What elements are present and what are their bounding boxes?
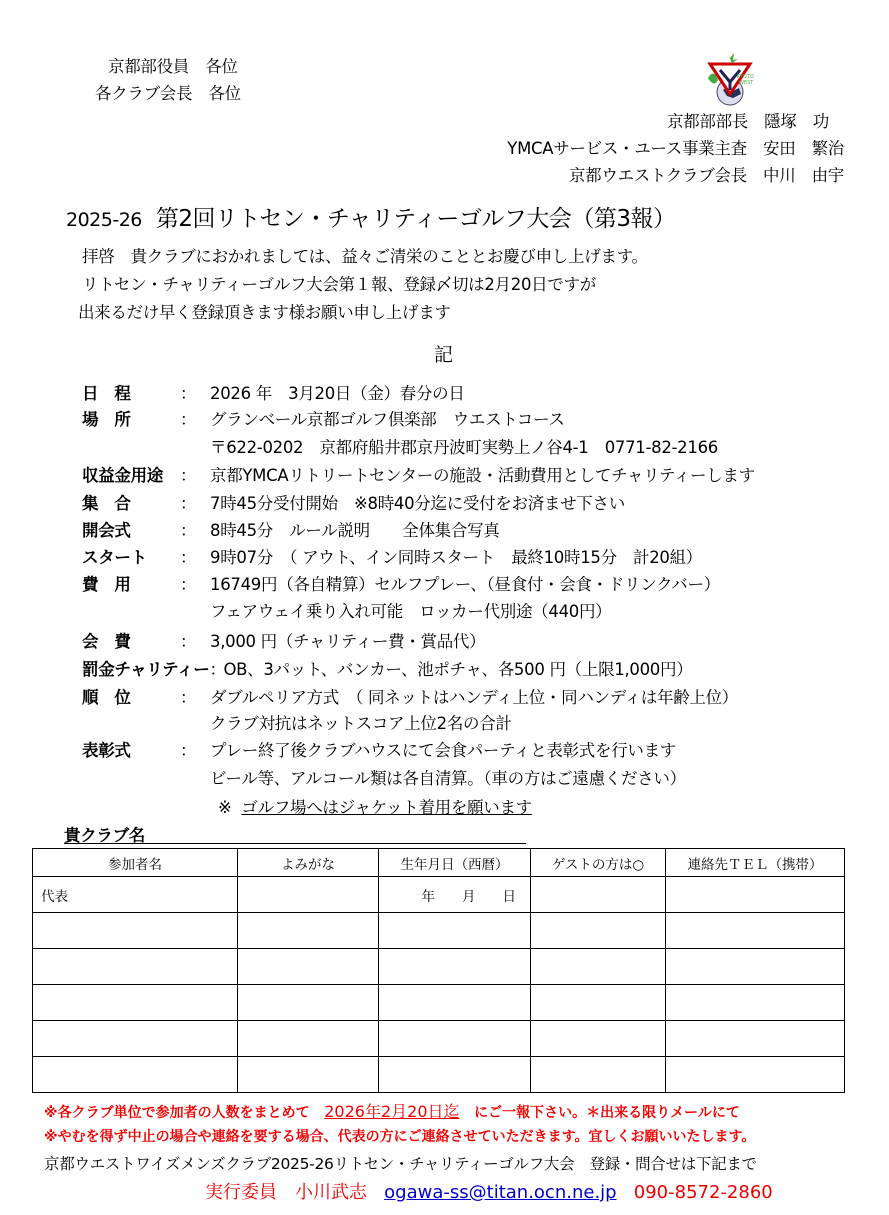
detail-row <box>82 517 500 541</box>
detail-value: 16749円（各自精算）セルフプレー、（昼食付・会食・ドリンクバー） <box>210 575 720 594</box>
colon: ： <box>180 384 197 403</box>
detail-value: ダブルペリア方式 （ 同ネットはハンディ上位・同ハンディは年齢上位） <box>210 688 738 707</box>
document-title <box>66 200 675 233</box>
table-cell[interactable] <box>33 1057 238 1093</box>
detail-label: 場 所 <box>82 410 131 429</box>
colon: ： <box>209 660 226 679</box>
table-cell[interactable] <box>379 949 531 985</box>
table-cell[interactable] <box>531 949 666 985</box>
detail-continuation: ビール等、アルコール類は各自清算。（車の方はご遠慮ください） <box>210 769 686 788</box>
detail-continuation: クラブ対抗はネットスコア上位2名の合計 <box>210 714 512 733</box>
header-phone: 連絡先ＴＥＬ（携帯） <box>666 849 845 877</box>
table-row <box>33 913 845 949</box>
contact-line <box>205 1178 773 1204</box>
detail-value: 2026 年 3月20日（金）春分の日 <box>210 384 465 403</box>
table-row <box>33 949 845 985</box>
sender-3: 京都ウエストクラブ会長 中川 由宇 <box>568 166 844 185</box>
detail-row <box>82 684 738 708</box>
detail-label: 日 程 <box>82 384 131 403</box>
note-text: ※各クラブ単位で参加者の人数をまとめて <box>44 1105 310 1121</box>
note-line-2: ※やむを得ず中止の場合や連絡を要する場合、代表の方にご連絡させていただきます。宜しくお願いいたします。 <box>44 1129 756 1145</box>
detail-value: プレー終了後クラブハウスにて会食パーティと表彰式を行います <box>210 741 677 760</box>
table-cell[interactable] <box>666 1021 845 1057</box>
table-row <box>33 1021 845 1057</box>
detail-value: 京都YMCAリトリートセンターの施設・活動費用としてチャリティーします <box>210 466 755 485</box>
header-name: 参加者名 <box>33 849 238 877</box>
detail-row <box>82 406 565 430</box>
detail-row <box>82 544 702 568</box>
table-cell[interactable] <box>33 949 238 985</box>
detail-row <box>82 656 692 680</box>
header-dob: 生年月日（西暦） <box>379 849 531 877</box>
detail-row <box>82 737 677 761</box>
jacket-note-text: ゴルフ場へはジャケット着用を願います <box>241 798 532 817</box>
intro-line-2: リトセン・チャリティーゴルフ大会第１報、登録〆切は2月20日ですが <box>82 275 596 294</box>
cell-phone[interactable] <box>666 877 845 913</box>
contact-email-link[interactable]: ogawa-ss@titan.ocn.ne.jp <box>384 1182 617 1203</box>
detail-label: 会 費 <box>82 632 131 651</box>
colon: ： <box>180 410 197 429</box>
ki-heading: 記 <box>434 344 454 366</box>
detail-row <box>82 571 720 595</box>
detail-label: 集 合 <box>82 494 131 513</box>
colon: ： <box>180 494 197 513</box>
detail-row <box>82 628 486 652</box>
title-year: 2025-26 <box>66 209 142 231</box>
ymca-logo <box>705 50 755 108</box>
jacket-note <box>218 794 532 818</box>
table-cell[interactable] <box>666 949 845 985</box>
intro-line-3: 出来るだけ早く登録頂きます様お願い申し上げます <box>78 303 451 322</box>
table-cell[interactable] <box>33 1021 238 1057</box>
colon: ： <box>180 466 197 485</box>
addressee-1: 京都部役員 各位 <box>108 57 238 76</box>
table-cell[interactable] <box>379 1057 531 1093</box>
detail-value: グランベール京都ゴルフ倶楽部 ウエストコース <box>210 410 565 429</box>
table-cell[interactable] <box>379 1021 531 1057</box>
table-cell[interactable] <box>531 913 666 949</box>
contact-role: 実行委員 小川武志 <box>205 1182 367 1203</box>
table-cell[interactable] <box>379 985 531 1021</box>
table-cell[interactable] <box>33 913 238 949</box>
cell-reading[interactable] <box>238 877 379 913</box>
table-cell[interactable] <box>379 913 531 949</box>
note-mark: ※ <box>218 798 232 817</box>
sender-2: YMCAサービス・ユース事業主査 安田 繁治 <box>507 139 844 158</box>
detail-value: 8時45分 ルール説明 全体集合写真 <box>210 521 500 540</box>
colon: ： <box>180 575 197 594</box>
intro-line-1: 拝啓 貴クラブにおかれましては、益々ご清栄のこととお慶び申し上げます。 <box>82 247 648 266</box>
table-cell[interactable] <box>33 985 238 1021</box>
table-cell[interactable] <box>238 913 379 949</box>
colon: ： <box>180 521 197 540</box>
table-cell[interactable] <box>666 985 845 1021</box>
detail-label: 開会式 <box>82 521 131 540</box>
table-cell[interactable] <box>238 949 379 985</box>
detail-label: スタート <box>82 548 147 567</box>
detail-value: 3,000 円（チャリティー費・賞品代） <box>210 632 486 651</box>
cell-guest[interactable] <box>531 877 666 913</box>
note-text: にご一報下さい。＊出来る限りメールにて <box>474 1105 740 1121</box>
note-line-1 <box>44 1099 740 1122</box>
detail-value: 7時45分受付開始 ※8時40分迄に受付をお済ませ下さい <box>210 494 625 513</box>
table-cell[interactable] <box>531 1057 666 1093</box>
colon: ： <box>180 548 197 567</box>
detail-row <box>82 462 755 486</box>
svg-text:KYOTO: KYOTO <box>737 74 754 80</box>
table-cell[interactable] <box>238 1021 379 1057</box>
detail-label: 順 位 <box>82 688 131 707</box>
header-reading: よみがな <box>238 849 379 877</box>
detail-label: 費 用 <box>82 575 131 594</box>
svg-text:WEST: WEST <box>739 80 754 86</box>
table-cell[interactable] <box>531 985 666 1021</box>
detail-label: 表彰式 <box>82 741 131 760</box>
table-cell[interactable] <box>666 913 845 949</box>
cell-name[interactable]: 代表 <box>33 877 238 913</box>
table-cell[interactable] <box>238 985 379 1021</box>
detail-continuation: 〒622-0202 京都府船井郡京丹波町実勢上ノ谷4-1 0771-82-2166 <box>210 438 718 457</box>
club-name-label: 貴クラブ名 <box>64 826 146 845</box>
colon: ： <box>180 688 197 707</box>
detail-label: 罰金チャリティー <box>82 660 210 679</box>
cell-dob[interactable]: 年 月 日 <box>379 877 531 913</box>
deadline: 2026年2月20日迄 <box>324 1102 460 1121</box>
title-main: 第2回リトセン・チャリティーゴルフ大会（第3報） <box>155 206 676 232</box>
detail-value: 9時07分 （ アウト、イン同時スタート 最終10時15分 計20組） <box>210 548 702 567</box>
table-row <box>33 877 845 913</box>
registration-table <box>32 848 845 1093</box>
colon: ： <box>180 741 197 760</box>
detail-value: OB、3パット、バンカー、池ポチャ、各500 円（上限1,000円） <box>223 660 693 679</box>
table-row <box>33 985 845 1021</box>
detail-label: 収益金用途 <box>82 466 164 485</box>
club-name-field[interactable] <box>64 822 526 844</box>
colon: ： <box>180 632 197 651</box>
table-cell[interactable] <box>666 1057 845 1093</box>
header-guest: ゲストの方は○ <box>531 849 666 877</box>
table-cell[interactable] <box>238 1057 379 1093</box>
table-header-row <box>33 849 845 877</box>
detail-row <box>82 380 465 404</box>
contact-phone: 090-8572-2860 <box>633 1182 773 1203</box>
table-row <box>33 1057 845 1093</box>
detail-row <box>82 490 625 514</box>
note-line-3: 京都ウエストワイズメンズクラブ2025-26リトセン・チャリティーゴルフ大会 登録・問合せは下記まで <box>44 1155 757 1173</box>
sender-1: 京都部部長 隱塚 功 <box>666 112 829 131</box>
table-cell[interactable] <box>531 1021 666 1057</box>
detail-continuation: フェアウェイ乗り入れ可能 ロッカー代別途（440円） <box>210 602 612 621</box>
addressee-2: 各クラブ会長 各位 <box>95 84 241 103</box>
